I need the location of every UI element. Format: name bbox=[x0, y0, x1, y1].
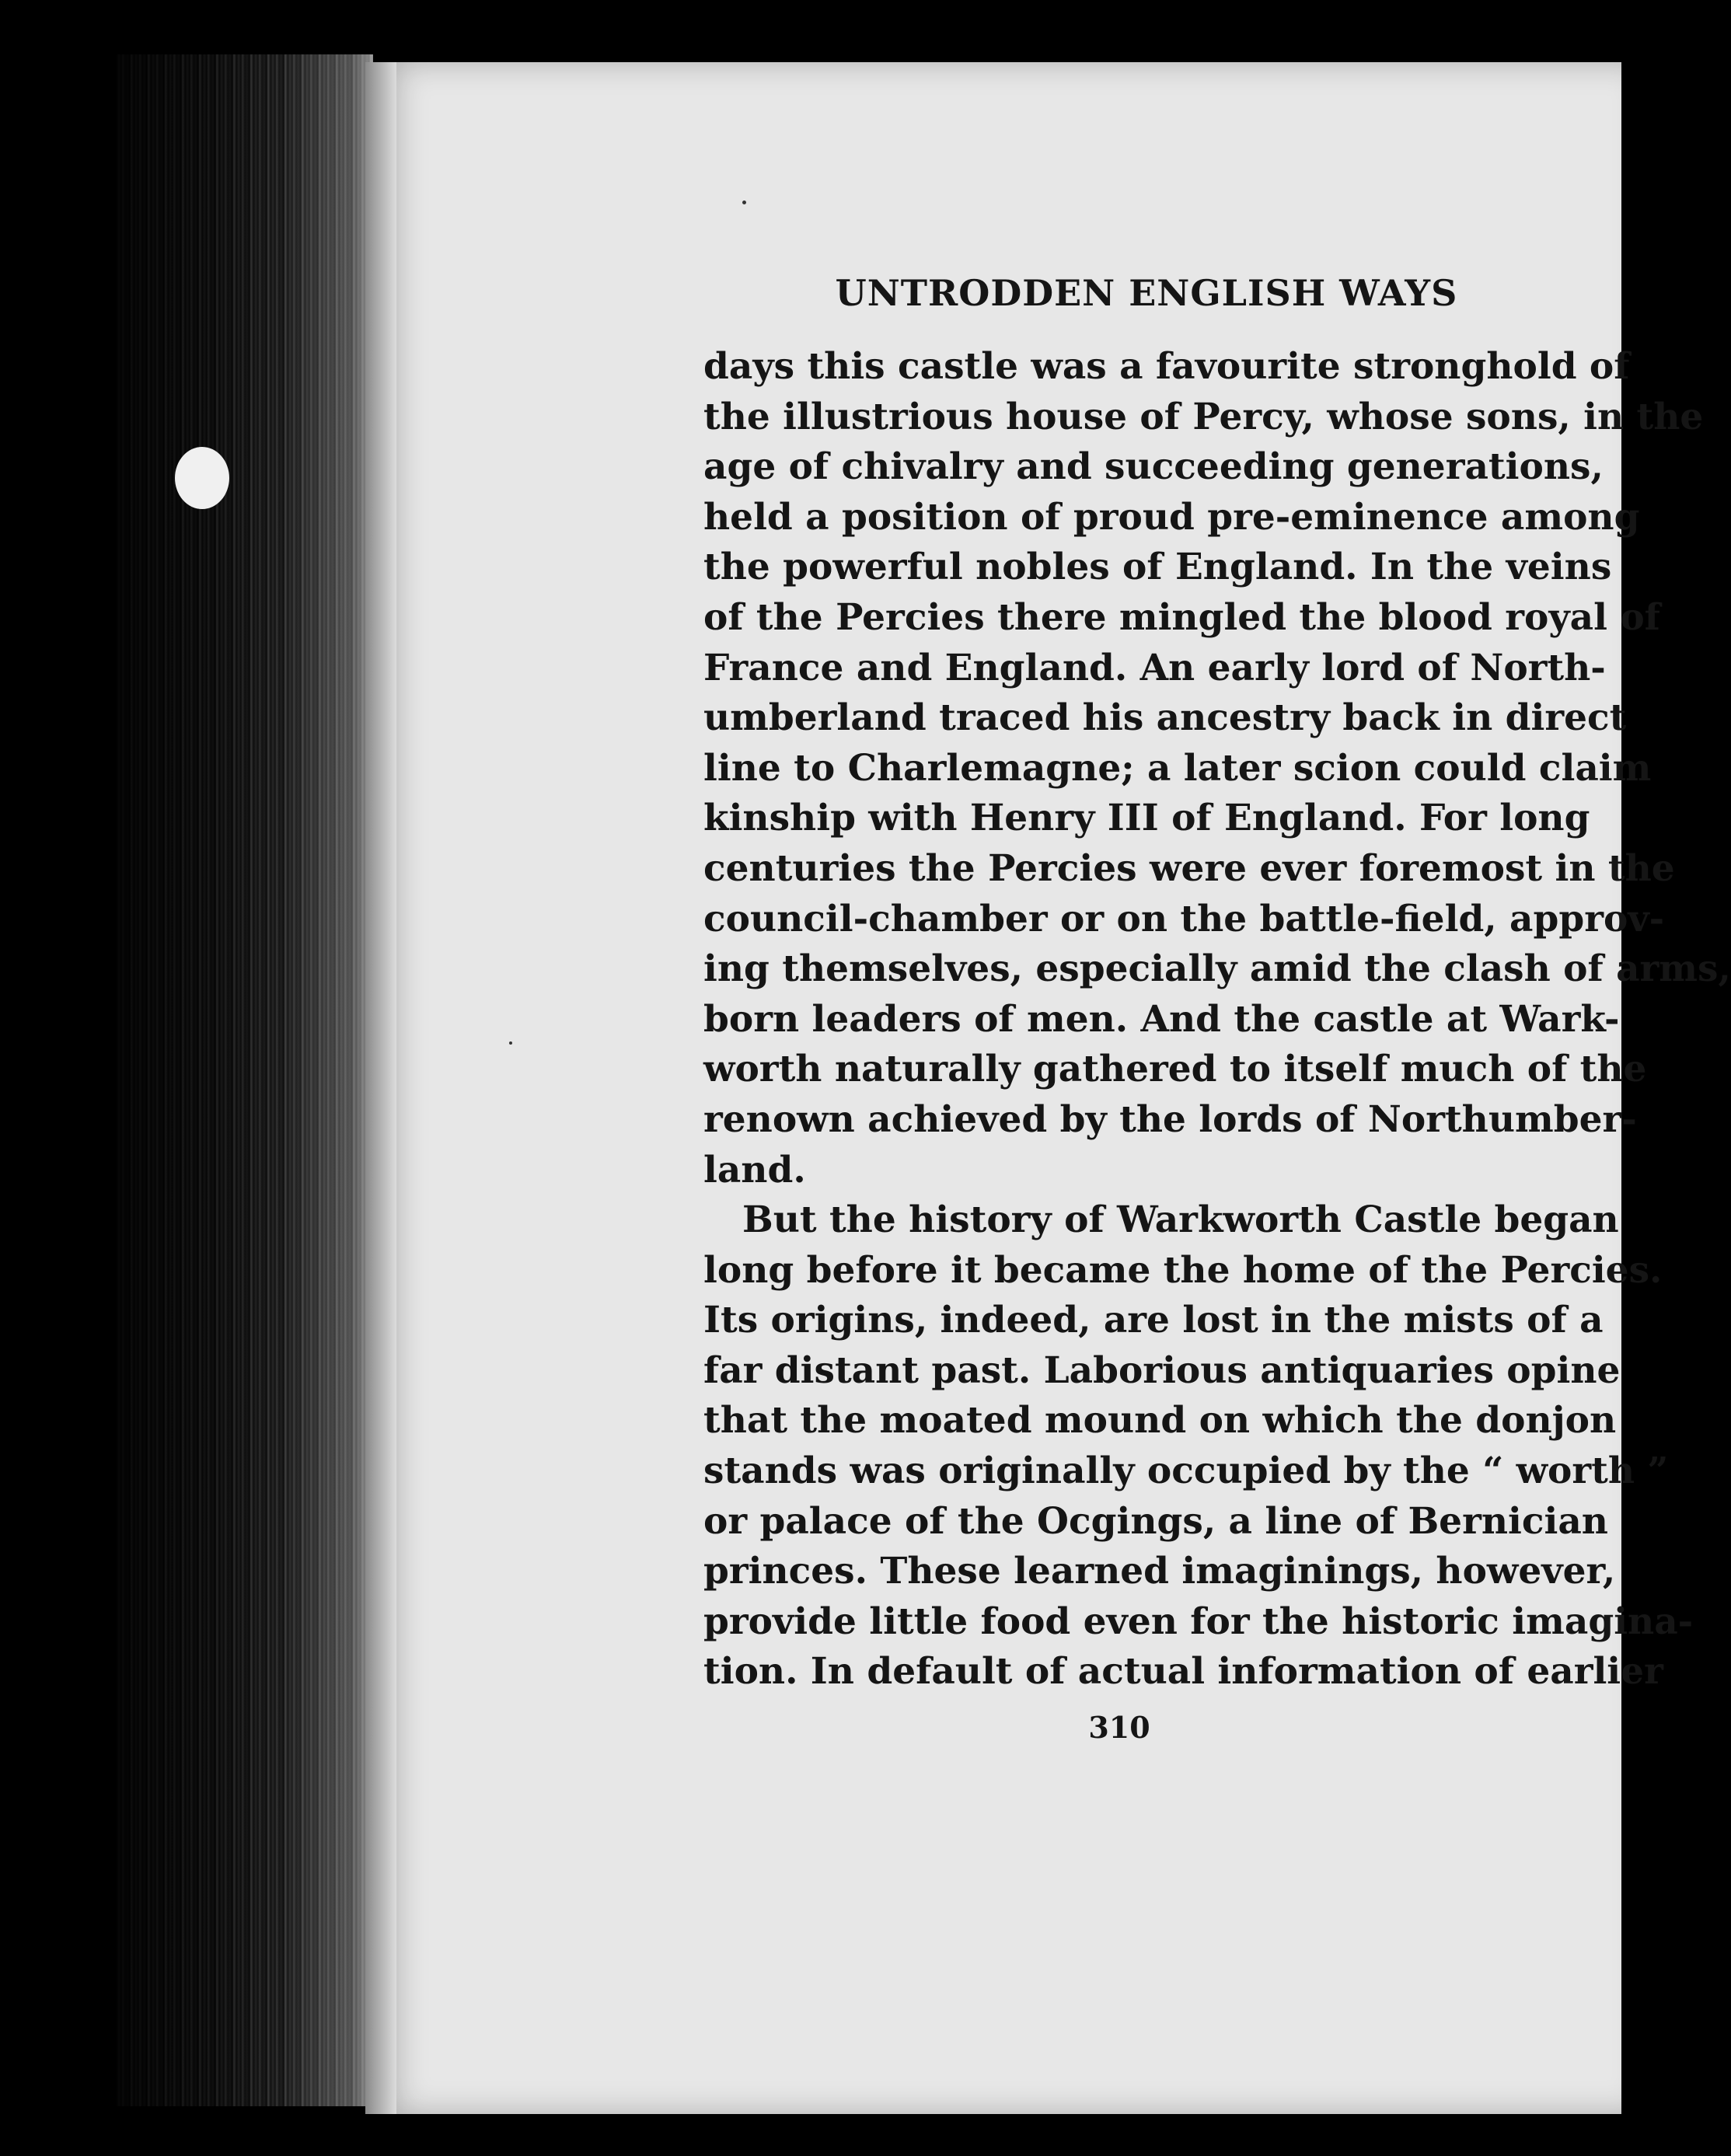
text-line: princes. These learned imaginings, however, bbox=[703, 1550, 1616, 1593]
text-line: age of chivalry and succeeding generations, bbox=[703, 445, 1604, 489]
text-line: far distant past. Laborious antiquaries opine bbox=[703, 1348, 1621, 1392]
text-line: kinship with Henry III of England. For long bbox=[703, 797, 1590, 840]
text-line: long before it became the home of the Percies. bbox=[703, 1248, 1663, 1292]
text-line: ing themselves, especially amid the clash of arms, bbox=[703, 947, 1731, 991]
text-line: stands was originally occupied by the “ worth ” bbox=[703, 1450, 1669, 1493]
text-line: worth naturally gathered to itself much of the bbox=[703, 1048, 1647, 1091]
text-line: umberland traced his ancestry back in direct bbox=[703, 696, 1627, 740]
text-line: of the Percies there mingled the blood royal of bbox=[703, 595, 1660, 639]
text-line: the powerful nobles of England. In the veins bbox=[703, 546, 1612, 589]
text-line: born leaders of men. And the castle at Wark- bbox=[703, 997, 1620, 1041]
dust-speck bbox=[509, 1041, 512, 1045]
book-edge-shading bbox=[117, 54, 373, 2106]
text-line: the illustrious house of Percy, whose sons, in the bbox=[703, 395, 1704, 438]
paper-tear-mark bbox=[175, 447, 229, 509]
page-gutter bbox=[365, 62, 396, 2114]
text-line: line to Charlemagne; a later scion could claim bbox=[703, 746, 1652, 790]
running-head: UNTRODDEN ENGLISH WAYS bbox=[835, 272, 1458, 314]
text-line: held a position of proud pre-eminence among bbox=[703, 495, 1640, 539]
text-line: provide little food even for the historic imagina- bbox=[703, 1600, 1694, 1643]
dust-speck bbox=[742, 201, 746, 204]
text-line: or palace of the Ocgings, a line of Bernician bbox=[703, 1499, 1608, 1543]
body-text bbox=[703, 342, 1731, 1697]
text-line: tion. In default of actual information of earlier bbox=[703, 1650, 1663, 1694]
text-line: But the history of Warkworth Castle began bbox=[742, 1198, 1619, 1242]
text-line: days this castle was a favourite stronghold of bbox=[703, 345, 1630, 388]
text-line: France and England. An early lord of North- bbox=[703, 646, 1606, 689]
text-line: council-chamber or on the battle-field, approv- bbox=[703, 897, 1665, 940]
text-line: renown achieved by the lords of Northumber- bbox=[703, 1097, 1637, 1141]
page-number: 310 bbox=[1088, 1710, 1150, 1745]
text-line: centuries the Percies were ever foremost in the bbox=[703, 846, 1675, 890]
text-line: land. bbox=[703, 1148, 806, 1191]
text-line: that the moated mound on which the donjon bbox=[703, 1399, 1617, 1443]
text-line: Its origins, indeed, are lost in the mists of a bbox=[703, 1299, 1604, 1342]
